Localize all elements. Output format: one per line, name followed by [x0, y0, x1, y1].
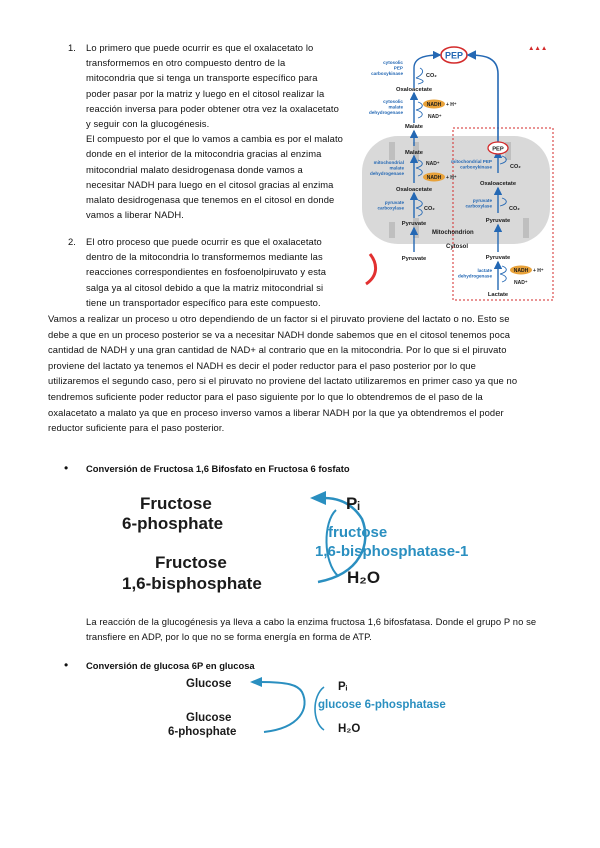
g6p-line1: Glucose [186, 712, 232, 724]
section-1-heading: Conversión de Fructosa 1,6 Bifosfato en Fructosa 6 fosfato [86, 463, 350, 474]
g6p-h2o-label: H₂O [338, 723, 361, 735]
co2-c: CO₂ [510, 164, 521, 170]
co2-d: CO₂ [509, 206, 520, 212]
list-number-1: 1. [68, 42, 76, 53]
pyruvate-cyto-right: Pyruvate [485, 255, 511, 261]
bullet-2: • [64, 658, 69, 672]
text-line: El otro proceso que puede ocurrir es que el oxalacetato [86, 236, 322, 247]
oaa-mito-right: Oxaloacetate [479, 181, 517, 187]
enzyme-label-line1: fructose [328, 524, 388, 541]
g6p-line2: 6-phosphate [168, 726, 237, 738]
fbp-line2: 1,6-bisphosphate [122, 574, 262, 593]
explanation-paragraph [48, 311, 568, 436]
text-line: debe a que en un proceso posterior se va a necesitar NADH donde sabemos que en el citosol tenemos poca [48, 328, 511, 340]
text-line: necesitar NADH para luego en el citosol gracias al enzima [86, 178, 334, 190]
h-a: + H⁺ [446, 102, 457, 108]
text-line: donde en el interior de la mitocondria gracias al enzima [86, 148, 322, 160]
adjacent-organelle-edge [366, 254, 376, 284]
enzyme-label-line2: 1,6-bisphosphatase-1 [315, 543, 469, 560]
section-2-heading: Conversión de glucosa 6P en glucosa [86, 660, 255, 671]
g6p-arrow-curve [260, 682, 305, 732]
text-line: mitocondrial malato desidrogenasa donde vamos a [86, 163, 303, 175]
oaa-mito-left: Oxaloacetate [395, 187, 433, 193]
text-line: proviene del lactato ya tenemos el NADH es decir el poder reductor para el paso posterior por lo que [48, 359, 476, 371]
text-line: vamos a liberar NADH. [86, 209, 184, 221]
pyr-carb-left-2: carboxylase [377, 205, 404, 211]
oaa-to-pep-arrow [414, 55, 440, 88]
g6p-arrowhead [250, 677, 262, 687]
nad-b: NAD⁺ [426, 161, 440, 167]
list-number-2: 2. [68, 236, 76, 247]
nadh-b: NADH [426, 175, 442, 181]
text-line: reacción inversa para poder obtener otra vez la oxalacetato [86, 102, 339, 114]
mitochondrion-label: Mitochondrion [432, 230, 474, 236]
ldh-1: lactate [477, 268, 492, 273]
text-line: salga ya al citosol debido a que la matriz mitocondrial si [86, 281, 324, 293]
fructose-6p-line2: 6-phosphate [122, 514, 224, 533]
oaa-top: Oxaloacetate [395, 87, 433, 93]
text-line: utilizaremos el segundo caso, pero si el piruvato no proviene del lactato utilizaremos en primer caso ya que no [48, 375, 518, 387]
pyr-carb-right-2: carboxylase [465, 203, 492, 209]
pi-label: Pᵢ [346, 494, 360, 513]
nad-a: NAD⁺ [428, 114, 442, 120]
text-line: Vamos a realizar un proceso u otro dependiendo de un factor si el piruvato proviene del lactato o no. Esto se [48, 313, 510, 324]
text-line: tiene un transportador específico para este compuesto. [86, 296, 321, 308]
fbp-line1: Fructose [155, 553, 227, 572]
text-line: poder pasar por la matriz y luego en el citosol realizar la [86, 87, 325, 99]
cyto-pepck-label-3: carboxykinase [371, 71, 403, 76]
corner-badge: ▲▲▲ [528, 45, 548, 52]
bullet-1: • [64, 461, 69, 475]
h2o-label: H₂O [347, 568, 381, 587]
g6pase-reaction-figure [160, 672, 500, 744]
text-line: tendremos suficiente poder reductor para el paso siguiente por lo que lo obtendremos de el paso de la [48, 390, 483, 402]
text-line: dentro de la mitocondria lo transformemos mediante las [86, 251, 323, 263]
text-line: La reacción de la glucogénesis ya lleva a cabo la enzima fructosa 1,6 bifosfatasa. Donde el grupo P no se [86, 616, 537, 627]
text-line: reacciones correspondientes en fosfoenolpiruvato y esta [86, 266, 327, 278]
text-line: cantidad de NADH y una gran cantidad de NAD+ al contrario que en la mitocondria. Por lo que si el piruvato [48, 344, 507, 356]
mito-pepck-1: mitochondrial PEP [451, 159, 492, 164]
pep-mito: PEP [492, 146, 504, 153]
h-c: + H⁺ [533, 268, 544, 274]
section-1-text [86, 614, 566, 644]
cytosol-label: Cytosol [446, 244, 469, 250]
pyruvate-mito-right: Pyruvate [485, 218, 511, 224]
fbpase-reaction-figure [110, 484, 510, 602]
cyto-mdh-label-2: malate [388, 104, 403, 110]
text-line: transfiere en ADP, por lo que no se forma energía en forma de ATP. [86, 631, 372, 643]
text-line: mitocondria que si tenga un transporte específico para [86, 72, 318, 84]
text-line: oxalacetato a malato ya que en proceso inverso vamos a liberar NADH por la que ya obtendremos el poder [48, 406, 504, 418]
text-line: Lo primero que puede ocurrir es que el oxalacetato lo [86, 42, 314, 53]
pep-top-label: PEP [444, 50, 464, 61]
pyr-carb-left-1: pyruvate [384, 200, 404, 205]
mito-mdh-label-3: dehydrogenase [370, 171, 404, 176]
pyruvate-cyto-left: Pyruvate [401, 256, 427, 262]
cyto-pepck-label-1: cytosolic [383, 60, 403, 65]
nadh-a: NADH [426, 102, 442, 108]
text-line: El compuesto por el que lo vamos a cambia es por el malato [86, 133, 343, 145]
h-b: + H⁺ [446, 175, 457, 181]
text-line: malato desidrogenasa que tenemos en el citosol en donde [86, 194, 335, 206]
pyruvate-mito-left: Pyruvate [401, 221, 427, 227]
mito-pepck-2: carboxykinase [460, 164, 492, 170]
cyto-pepck-label-2: PEP [393, 65, 403, 71]
pep-pathway-diagram [358, 38, 558, 306]
fructose-6p-line1: Fructose [140, 494, 212, 513]
co2-b: CO₂ [424, 206, 435, 212]
lactate-label: Lactate [487, 292, 509, 298]
text-line: reductor suficiente para el paso posterior. [48, 422, 225, 434]
nad-c: NAD⁺ [514, 280, 528, 286]
co2-a: CO₂ [426, 73, 437, 79]
text-line: transformemos en otro compuesto dentro de la [86, 57, 286, 69]
malate-top: Malate [404, 124, 424, 130]
nadh-c: NADH [513, 268, 529, 274]
cyto-mdh-label-3: dehydrogenase [369, 110, 403, 115]
text-line: y seguir con la glucogénesis. [86, 118, 210, 130]
pyr-carb-right-1: pyruvate [472, 198, 492, 203]
mito-mdh-label-2: malate [389, 165, 404, 171]
ldh-2: dehydrogenase [458, 273, 492, 279]
g6pase-label: glucose 6-phosphatase [318, 699, 446, 711]
malate-mito: Malate [404, 150, 424, 156]
list-item-1-text [86, 40, 366, 222]
glucose-label: Glucose [186, 678, 232, 690]
reaction-arrowhead [310, 491, 326, 505]
list-item-2-text [86, 234, 366, 310]
pep-transport-arc [468, 55, 498, 144]
g6p-pi-label: Pᵢ [338, 681, 348, 693]
cyto-mdh-label-1: cytosolic [383, 99, 403, 104]
mito-mdh-label-1: mitochondrial [373, 160, 404, 165]
